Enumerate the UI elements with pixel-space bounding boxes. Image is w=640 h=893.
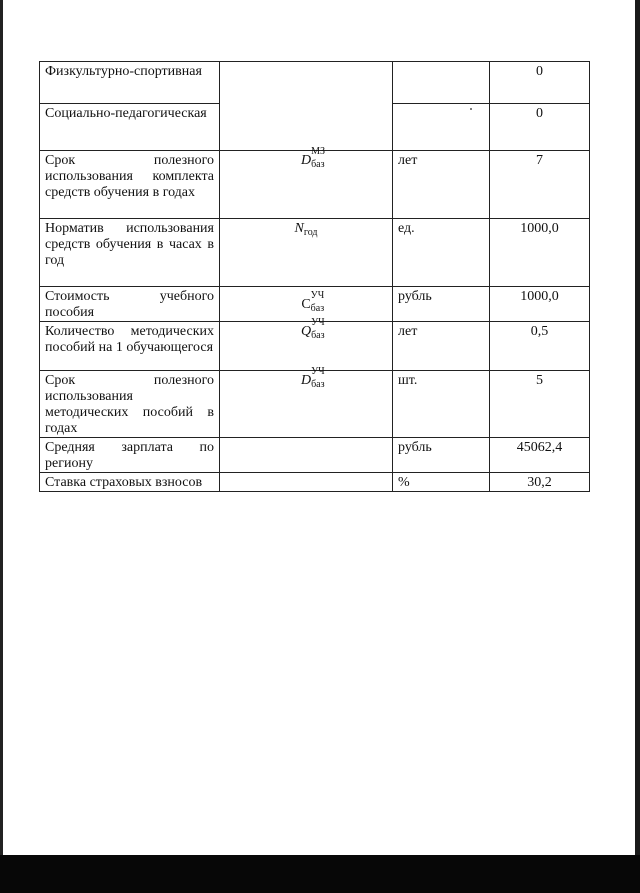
scan-right-edge: [635, 0, 640, 860]
row-value: 0,5: [490, 322, 590, 371]
table-row: [40, 151, 590, 219]
row-value: 1000,0: [490, 287, 590, 322]
row-unit: %: [393, 473, 490, 492]
row-unit: лет: [393, 151, 490, 219]
row-name: Срок полезного использования методических пособий в годах: [40, 371, 220, 438]
math-symbol: D МЗ баз: [300, 146, 325, 170]
row-unit: лет: [393, 322, 490, 371]
scan-left-edge: [0, 0, 3, 893]
row-symbol-empty: [220, 62, 393, 151]
row-value: 5: [490, 371, 590, 438]
row-unit: рубль: [393, 287, 490, 322]
table-row: [40, 371, 590, 438]
row-unit: рубль: [393, 438, 490, 473]
row-symbol-empty: [220, 473, 393, 492]
row-value: 30,2: [490, 473, 590, 492]
row-value: 0: [490, 104, 590, 151]
scan-bottom-bar: [0, 855, 640, 893]
row-value: 0: [490, 62, 590, 104]
row-value: 45062,4: [490, 438, 590, 473]
row-name: Средняя зарплата по региону: [40, 438, 220, 473]
row-name: Ставка страховых взносов: [40, 473, 220, 492]
row-symbol: [220, 219, 393, 287]
row-symbol: [220, 366, 393, 438]
math-symbol: Q УЧ баз: [300, 317, 325, 341]
row-symbol: [220, 146, 393, 219]
row-symbol: [220, 287, 393, 322]
row-name: Норматив использования средств обучения в часах в год: [40, 219, 220, 287]
row-name: Стоимость учебного пособия: [40, 287, 220, 322]
row-unit: [393, 62, 490, 104]
row-name: Физкультурно-спортивная: [40, 62, 220, 104]
table-row: [40, 473, 590, 492]
row-name: Количество методических пособий на 1 обучающегося: [40, 322, 220, 371]
row-unit: ед.: [393, 219, 490, 287]
row-symbol-empty: [220, 438, 393, 473]
row-unit: [393, 104, 490, 151]
row-name: Социально-педагогическая: [40, 104, 220, 151]
parameters-table: [39, 61, 590, 492]
math-symbol: C УЧ баз: [301, 290, 325, 314]
table-row: [40, 438, 590, 473]
table-row: [40, 62, 590, 104]
row-name: Срок полезного использования комплекта средств обучения в годах: [40, 151, 220, 219]
math-symbol: $N_{год}$: [294, 221, 318, 238]
table-row: [40, 322, 590, 371]
row-symbol: [220, 317, 393, 371]
table-row: [40, 219, 590, 287]
row-value: 7: [490, 151, 590, 219]
math-symbol: D УЧ баз: [300, 366, 325, 390]
row-unit: шт.: [393, 371, 490, 438]
row-value: 1000,0: [490, 219, 590, 287]
